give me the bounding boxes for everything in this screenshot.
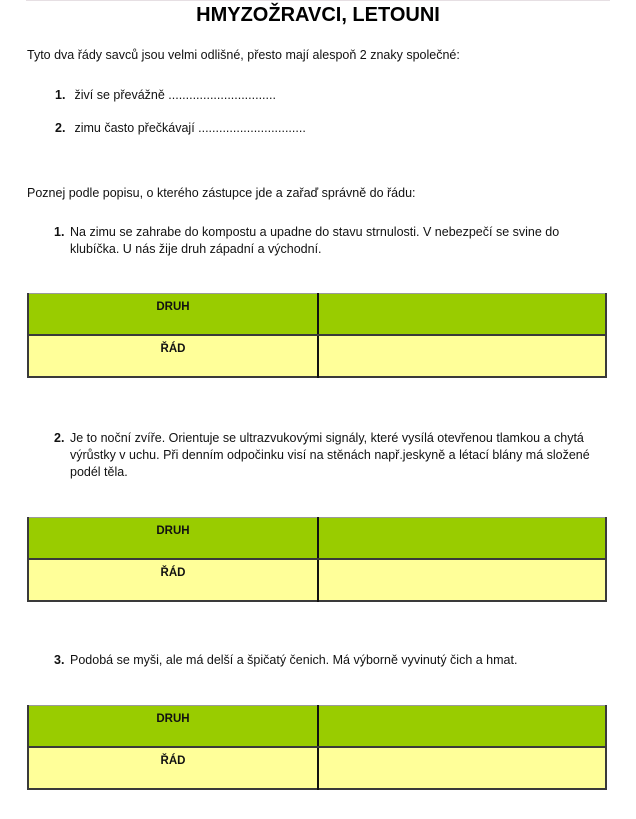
rad-label: ŘÁD	[28, 559, 318, 601]
druh-answer-cell[interactable]	[318, 706, 606, 748]
question-text: Je to noční zvíře. Orientuje se ultrazvukovými signály, které vysílá otevřenou tlamkou a chytá výrůstky v uchu. Při denním odpočinku visí na stěnách např.jeskyně a létací blány má složené podél těla.	[70, 431, 590, 479]
rad-label: ŘÁD	[28, 747, 318, 789]
list-number: 1.	[55, 88, 66, 102]
question-number: 2.	[54, 431, 65, 445]
task-instructions: Poznej podle popisu, o kterého zástupce jde a zařaď správně do řádu:	[27, 186, 416, 200]
answer-table-3	[27, 705, 607, 790]
druh-answer-cell[interactable]	[318, 518, 606, 560]
druh-label: DRUH	[28, 518, 318, 560]
list-number: 2.	[55, 121, 66, 135]
common-trait-text: zimu často přečkávají ...............................	[74, 121, 306, 135]
question-2	[54, 430, 594, 481]
rad-row	[28, 747, 606, 789]
page-top-border	[26, 0, 610, 1]
intro-text: Tyto dva řády savců jsou velmi odlišné, přesto mají alespoň 2 znaky společné:	[27, 48, 460, 62]
question-text: Podobá se myši, ale má delší a špičatý čenich. Má výborně vyvinutý čich a hmat.	[70, 653, 518, 667]
rad-answer-cell[interactable]	[318, 335, 606, 377]
common-trait-2	[55, 120, 306, 137]
druh-label: DRUH	[28, 294, 318, 336]
druh-row	[28, 706, 606, 748]
page-title: HMYZOŽRAVCI, LETOUNI	[196, 4, 440, 26]
rad-answer-cell[interactable]	[318, 559, 606, 601]
druh-row	[28, 518, 606, 560]
druh-label: DRUH	[28, 706, 318, 748]
druh-answer-cell[interactable]	[318, 294, 606, 336]
answer-table-2	[27, 517, 607, 602]
question-number: 3.	[54, 653, 65, 667]
druh-row	[28, 294, 606, 336]
question-text: Na zimu se zahrabe do kompostu a upadne do stavu strnulosti. V nebezpečí se svine do klubíčka. U nás žije druh západní a východní.	[70, 225, 560, 256]
question-3	[54, 652, 594, 669]
question-number: 1.	[54, 225, 65, 239]
rad-row	[28, 335, 606, 377]
rad-answer-cell[interactable]	[318, 747, 606, 789]
common-trait-text: živí se převážně ...............................	[74, 88, 276, 102]
answer-table-1	[27, 293, 607, 378]
common-trait-1	[55, 87, 276, 104]
rad-row	[28, 559, 606, 601]
rad-label: ŘÁD	[28, 335, 318, 377]
question-1	[54, 224, 594, 258]
